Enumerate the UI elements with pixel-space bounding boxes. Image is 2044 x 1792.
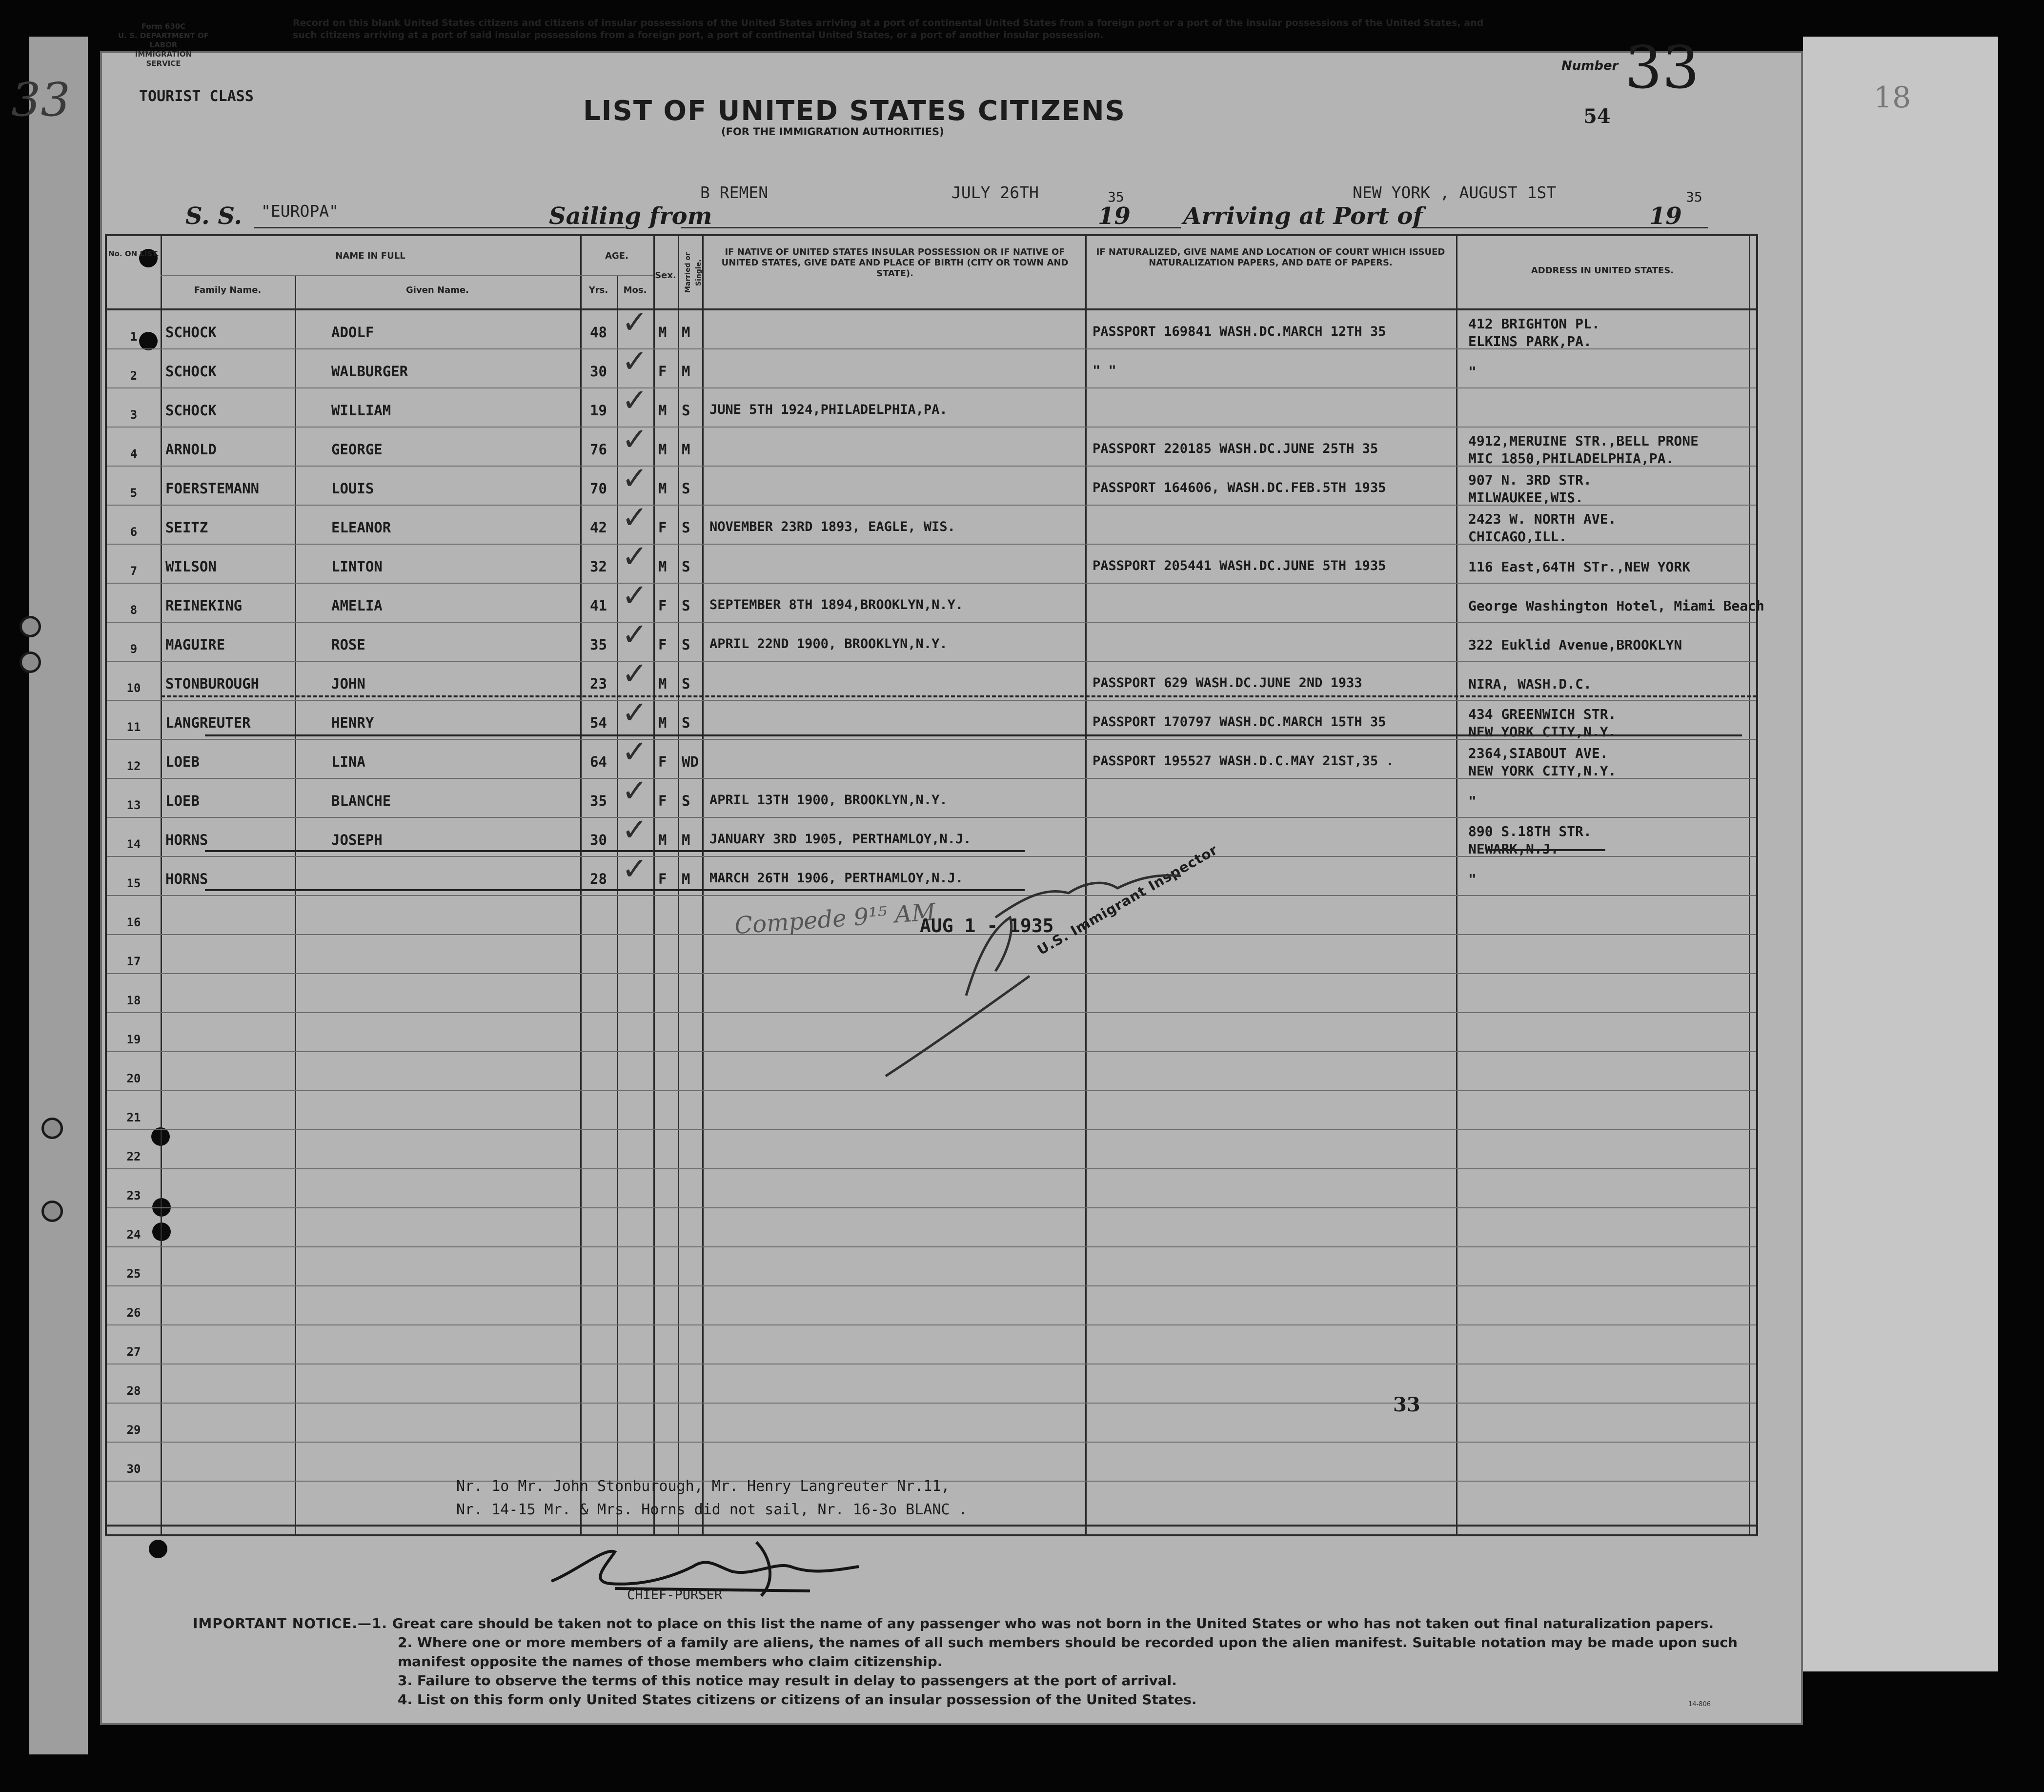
row-number: 15 bbox=[126, 876, 141, 890]
adjacent-page bbox=[1803, 37, 1998, 1671]
check-mark-icon: ✓ bbox=[622, 539, 648, 575]
address-line-2: NEWARK,N.J. bbox=[1468, 841, 1559, 857]
address-line-1: 4912,MERUINE STR.,BELL PRONE bbox=[1468, 433, 1699, 449]
age-years: 35 bbox=[590, 636, 607, 653]
row-number: 17 bbox=[126, 955, 141, 968]
address-line-2: NEW YORK CITY,N.Y. bbox=[1468, 763, 1617, 779]
check-mark-icon: ✓ bbox=[622, 383, 648, 419]
check-mark-icon: ✓ bbox=[622, 734, 648, 770]
row-number: 21 bbox=[126, 1111, 141, 1124]
address-line-1: 116 East,64TH STr.,NEW YORK bbox=[1468, 559, 1691, 575]
address-line-1: 322 Euklid Avenue,BROOKLYN bbox=[1468, 637, 1682, 653]
row-number: 10 bbox=[126, 681, 141, 695]
binder-ring bbox=[41, 1118, 63, 1139]
row-divider bbox=[107, 387, 1756, 388]
col-divider bbox=[653, 236, 655, 1534]
row-number: 8 bbox=[130, 603, 138, 617]
notice-item-1 bbox=[193, 1614, 1769, 1633]
col-header-native: IF NATIVE OF UNITED STATES INSULAR POSSESSION OR IF NATIVE OF UNITED STATES, GIVE DATE AND PLACE OF BIRTH (CITY OR TOWN AND STATE). bbox=[721, 247, 1069, 279]
row-number: 11 bbox=[126, 720, 141, 734]
row-divider bbox=[107, 1246, 1756, 1247]
age-years: 54 bbox=[590, 714, 607, 731]
binding-edge bbox=[29, 37, 88, 1754]
given-name: WILLIAM bbox=[331, 402, 391, 419]
row-divider bbox=[107, 817, 1756, 818]
family-name: REINEKING bbox=[165, 597, 243, 614]
age-years: 42 bbox=[590, 519, 607, 536]
check-mark-icon: ✓ bbox=[622, 617, 648, 653]
sex: F bbox=[658, 753, 667, 770]
row-number: 28 bbox=[126, 1384, 141, 1398]
check-mark-icon: ✓ bbox=[622, 500, 648, 536]
row-divider bbox=[107, 1090, 1756, 1091]
footnote-line-2: Nr. 14-15 Mr. & Mrs. Horns did not sail, Nr. 16-3o BLANC . bbox=[456, 1501, 968, 1518]
naturalization-info: PASSPORT 170797 WASH.DC.MARCH 15TH 35 bbox=[1093, 714, 1386, 730]
given-name: LINA bbox=[331, 753, 365, 770]
strike-addr-14 bbox=[1488, 849, 1605, 851]
age-years: 35 bbox=[590, 793, 607, 809]
family-name: MAGUIRE bbox=[165, 636, 225, 653]
inspector-stamp: U.S. Immigrant Inspector bbox=[1034, 841, 1221, 958]
marital-status: S bbox=[682, 402, 690, 419]
col-divider bbox=[1749, 236, 1750, 1534]
marital-status: M bbox=[682, 324, 690, 341]
family-name: LANGREUTER bbox=[165, 714, 251, 731]
age-years: 64 bbox=[590, 753, 607, 770]
strike-row-14 bbox=[205, 850, 1025, 852]
marital-status: S bbox=[682, 793, 690, 809]
address-line-2: CHICAGO,ILL. bbox=[1468, 529, 1567, 545]
row-divider bbox=[107, 1442, 1756, 1443]
completed-note: Compede 9¹⁵ AM bbox=[733, 898, 937, 940]
number-label: Number bbox=[1561, 59, 1619, 73]
check-mark-icon: ✓ bbox=[622, 422, 648, 458]
ss-label: S. S. bbox=[185, 203, 243, 230]
row-divider bbox=[107, 1324, 1756, 1325]
given-name: JOHN bbox=[331, 675, 365, 692]
given-name: JOSEPH bbox=[331, 832, 383, 848]
family-name: HORNS bbox=[165, 832, 208, 848]
notice-item-2: 2. Where one or more members of a family are aliens, the names of all such members should be recorded upon the alien manifest. Suitable notation may be made upon such manifest opposite the names of those members who claim citizenship. bbox=[398, 1634, 1738, 1670]
address-line-1: 434 GREENWICH STR. bbox=[1468, 706, 1617, 722]
col-header-naturalized: IF NATURALIZED, GIVE NAME AND LOCATION OF COURT WHICH ISSUED NATURALIZATION PAPERS, AND DATE OF PAPERS. bbox=[1096, 247, 1445, 268]
notice-text-1: Great care should be taken not to place on this list the name of any passenger who was not born in the United States or who has not taken out final naturalization papers. bbox=[392, 1615, 1714, 1631]
col-header-mos: Mos. bbox=[623, 285, 647, 295]
marital-status: S bbox=[682, 480, 690, 497]
header-divider bbox=[161, 275, 653, 276]
given-name: ROSE bbox=[331, 636, 365, 653]
side-page-number: 18 bbox=[1874, 81, 1911, 115]
col-header-age: AGE. bbox=[605, 251, 628, 261]
binder-ring bbox=[41, 1201, 63, 1222]
col-divider bbox=[295, 275, 296, 1534]
family-name: SCHOCK bbox=[165, 363, 217, 380]
sex: M bbox=[658, 324, 667, 341]
arriving-label: Arriving at Port of bbox=[1183, 203, 1423, 230]
row-divider bbox=[107, 1168, 1756, 1169]
row-number: 18 bbox=[126, 994, 141, 1007]
marital-status: M bbox=[682, 441, 690, 458]
departure-port: B REMEN bbox=[700, 183, 769, 202]
row-number: 7 bbox=[130, 564, 138, 578]
voyage-line bbox=[83, 183, 1713, 237]
row-divider bbox=[107, 583, 1756, 584]
family-name: ARNOLD bbox=[165, 441, 217, 458]
page-subtitle: (FOR THE IMMIGRATION AUTHORITIES) bbox=[721, 126, 944, 138]
naturalization-info: PASSPORT 164606, WASH.DC.FEB.5TH 1935 bbox=[1093, 480, 1386, 495]
footer-code: 14-806 bbox=[1688, 1701, 1711, 1708]
col-header-name: NAME IN FULL bbox=[335, 251, 405, 261]
row-divider bbox=[107, 1207, 1756, 1208]
birth-info: SEPTEMBER 8TH 1894,BROOKLYN,N.Y. bbox=[709, 597, 964, 612]
inspector-signature bbox=[883, 874, 1195, 1088]
col-header-no: No. ON LIST. bbox=[108, 249, 159, 258]
given-name: LOUIS bbox=[331, 480, 374, 497]
age-years: 70 bbox=[590, 480, 607, 497]
birth-info: JANUARY 3RD 1905, PERTHAMLOY,N.J. bbox=[709, 832, 971, 847]
col-header-married: Married or Single. bbox=[684, 252, 703, 293]
row-number: 1 bbox=[130, 330, 138, 344]
row-number: 9 bbox=[130, 642, 138, 656]
check-mark-icon: ✓ bbox=[622, 344, 648, 380]
row-number: 3 bbox=[130, 408, 138, 422]
row-number: 25 bbox=[126, 1267, 141, 1281]
row-number: 24 bbox=[126, 1228, 141, 1242]
col-divider bbox=[617, 275, 618, 1534]
col-divider bbox=[678, 236, 679, 1534]
address-line-1: NIRA, WASH.D.C. bbox=[1468, 676, 1592, 692]
row-number: 13 bbox=[126, 798, 141, 812]
address-line-1: 907 N. 3RD STR. bbox=[1468, 472, 1592, 488]
age-years: 23 bbox=[590, 675, 607, 692]
stamped-number: 54 bbox=[1583, 105, 1611, 128]
strike-row-10 bbox=[161, 695, 1757, 697]
check-mark-icon: ✓ bbox=[622, 656, 648, 692]
row-number: 19 bbox=[126, 1033, 141, 1046]
family-name: STONBUROUGH bbox=[165, 675, 260, 692]
age-years: 48 bbox=[590, 324, 607, 341]
address-line-1: " bbox=[1468, 793, 1477, 809]
col-divider bbox=[1456, 236, 1457, 1534]
marital-status: M bbox=[682, 832, 690, 848]
check-mark-icon: ✓ bbox=[622, 695, 648, 731]
address-line-2: ELKINS PARK,PA. bbox=[1468, 333, 1592, 349]
family-name: HORNS bbox=[165, 871, 208, 887]
family-name: LOEB bbox=[165, 793, 200, 809]
birth-info: JUNE 5TH 1924,PHILADELPHIA,PA. bbox=[709, 402, 948, 417]
address-line-1: 2364,SIABOUT AVE. bbox=[1468, 745, 1608, 761]
given-name: WALBURGER bbox=[331, 363, 408, 380]
handwritten-page-mark: 33 bbox=[11, 73, 70, 127]
port-underline bbox=[681, 227, 1169, 228]
row-number: 22 bbox=[126, 1150, 141, 1163]
year-prefix: 19 bbox=[1098, 203, 1131, 230]
given-name: LINTON bbox=[331, 558, 383, 575]
row-divider bbox=[107, 661, 1756, 662]
sex: F bbox=[658, 793, 667, 809]
binder-ring bbox=[20, 652, 41, 673]
birth-info: MARCH 26TH 1906, PERTHAMLOY,N.J. bbox=[709, 871, 964, 886]
row-divider bbox=[107, 1285, 1756, 1286]
purser-label: CHIEF-PURSER bbox=[627, 1588, 723, 1603]
birth-info: APRIL 13TH 1900, BROOKLYN,N.Y. bbox=[709, 793, 948, 808]
row-divider bbox=[107, 622, 1756, 623]
family-name: SCHOCK bbox=[165, 324, 217, 341]
age-years: 30 bbox=[590, 363, 607, 380]
address-line-1: " bbox=[1468, 364, 1477, 380]
family-name: SEITZ bbox=[165, 519, 208, 536]
row-number: 26 bbox=[126, 1306, 141, 1320]
row-number: 16 bbox=[126, 916, 141, 929]
age-years: 41 bbox=[590, 597, 607, 614]
binder-ring bbox=[20, 616, 41, 637]
naturalization-info: PASSPORT 220185 WASH.DC.JUNE 25TH 35 bbox=[1093, 441, 1378, 456]
col-header-yrs: Yrs. bbox=[588, 285, 608, 295]
col-divider bbox=[580, 236, 582, 1534]
row-number: 12 bbox=[126, 759, 141, 773]
check-mark-icon: ✓ bbox=[622, 305, 648, 341]
row-divider bbox=[107, 427, 1756, 428]
col-header-address: ADDRESS IN UNITED STATES. bbox=[1531, 265, 1674, 276]
col-header-given: Given Name. bbox=[406, 285, 469, 295]
notice-item-4: 4. List on this form only United States citizens or citizens of an insular possession of the United States. bbox=[398, 1691, 1197, 1708]
arrival-port-date: NEW YORK , AUGUST 1ST bbox=[1353, 183, 1557, 202]
row-number: 4 bbox=[130, 447, 138, 461]
row-divider bbox=[107, 700, 1756, 701]
marital-status: S bbox=[682, 558, 690, 575]
arrival-date-stamp: AUG 1 - 1935 bbox=[920, 915, 1054, 937]
family-name: LOEB bbox=[165, 753, 200, 770]
year-underline bbox=[1127, 227, 1181, 228]
sex: M bbox=[658, 675, 667, 692]
given-name: HENRY bbox=[331, 714, 374, 731]
page-number-stamp: 33 bbox=[1393, 1393, 1420, 1416]
address-line-2: MILWAUKEE,WIS. bbox=[1468, 489, 1584, 506]
age-years: 19 bbox=[590, 402, 607, 419]
sex: F bbox=[658, 363, 667, 380]
address-line-1: 412 BRIGHTON PL. bbox=[1468, 316, 1600, 332]
naturalization-info: PASSPORT 629 WASH.DC.JUNE 2ND 1933 bbox=[1093, 675, 1362, 691]
row-number: 27 bbox=[126, 1345, 141, 1359]
sex: M bbox=[658, 402, 667, 419]
footnote-line-1: Nr. 1o Mr. John Stonburough, Mr. Henry Langreuter Nr.11, bbox=[456, 1478, 950, 1495]
footnote bbox=[456, 1475, 968, 1522]
col-divider bbox=[702, 236, 704, 1534]
age-years: 32 bbox=[590, 558, 607, 575]
address-line-2: NEW YORK CITY,N.Y. bbox=[1468, 724, 1617, 740]
birth-info: NOVEMBER 23RD 1893, EAGLE, WIS. bbox=[709, 519, 955, 534]
family-name: WILSON bbox=[165, 558, 217, 575]
address-line-1: 2423 W. NORTH AVE. bbox=[1468, 511, 1617, 527]
address-line-1: 890 S.18TH STR. bbox=[1468, 823, 1592, 839]
sex: F bbox=[658, 519, 667, 536]
sex: M bbox=[658, 832, 667, 848]
arrival-year-prefix: 19 bbox=[1649, 203, 1682, 230]
arrival-year-underline bbox=[1679, 227, 1708, 228]
sex: F bbox=[658, 636, 667, 653]
table-bottom bbox=[107, 1525, 1756, 1527]
address-line-2: MIC 1850,PHILADELPHIA,PA. bbox=[1468, 450, 1674, 467]
row-number: 20 bbox=[126, 1072, 141, 1085]
sailing-date: JULY 26TH bbox=[951, 183, 1039, 202]
check-mark-icon: ✓ bbox=[622, 773, 648, 809]
naturalization-info: PASSPORT 169841 WASH.DC.MARCH 12TH 35 bbox=[1093, 324, 1386, 339]
address-line-1: George Washington Hotel, Miami Beach bbox=[1468, 598, 1764, 614]
arrival-year: 35 bbox=[1686, 189, 1702, 205]
marital-status: S bbox=[682, 636, 690, 653]
header-bottom bbox=[107, 308, 1756, 310]
row-divider bbox=[107, 1129, 1756, 1130]
marital-status: S bbox=[682, 675, 690, 692]
col-header-sex: Sex. bbox=[655, 270, 676, 281]
class-label: TOURIST CLASS bbox=[139, 88, 254, 105]
row-number: 6 bbox=[130, 525, 138, 539]
row-number: 14 bbox=[126, 837, 141, 851]
row-number: 29 bbox=[126, 1423, 141, 1437]
col-header-family: Family Name. bbox=[194, 285, 262, 295]
check-mark-icon: ✓ bbox=[622, 812, 648, 848]
sex: M bbox=[658, 558, 667, 575]
row-divider bbox=[107, 1403, 1756, 1404]
row-number: 2 bbox=[130, 369, 138, 383]
check-mark-icon: ✓ bbox=[622, 461, 648, 497]
row-number: 30 bbox=[126, 1462, 141, 1476]
sailing-label: Sailing from bbox=[549, 203, 712, 230]
given-name: ELEANOR bbox=[331, 519, 391, 536]
form-instruction: Record on this blank United States citizens and citizens of insular possessions of the United States arriving at a port of continental United States from a foreign port or a port of the insular possessions of the United States, and such citizens arriving at a port of said insular possessions from a foreign port, a port of continental United States, or a port of another insular possession. bbox=[293, 18, 1484, 41]
punch-hole bbox=[149, 1540, 167, 1558]
age-years: 76 bbox=[590, 441, 607, 458]
col-divider bbox=[161, 236, 162, 1534]
given-name: AMELIA bbox=[331, 597, 383, 614]
sex: M bbox=[658, 441, 667, 458]
row-number: 5 bbox=[130, 486, 138, 500]
notice-item-3: 3. Failure to observe the terms of this notice may result in delay to passengers at the port of arrival. bbox=[398, 1672, 1177, 1689]
marital-status: S bbox=[682, 714, 690, 731]
form-identifier bbox=[117, 22, 210, 68]
ship-name: "EUROPA" bbox=[261, 202, 339, 221]
address-line-1: " bbox=[1468, 871, 1477, 887]
age-years: 30 bbox=[590, 832, 607, 848]
marital-status: S bbox=[682, 519, 690, 536]
family-name: FOERSTEMANN bbox=[165, 480, 260, 497]
marital-status: S bbox=[682, 597, 690, 614]
sex: M bbox=[658, 480, 667, 497]
sailing-year: 35 bbox=[1108, 189, 1124, 205]
given-name: ADOLF bbox=[331, 324, 374, 341]
family-name: SCHOCK bbox=[165, 402, 217, 419]
naturalization-info: PASSPORT 195527 WASH.D.C.MAY 21ST,35 . bbox=[1093, 753, 1394, 769]
check-mark-icon: ✓ bbox=[622, 851, 648, 887]
page-title: LIST OF UNITED STATES CITIZENS bbox=[583, 95, 1126, 127]
list-number: 33 bbox=[1625, 34, 1700, 102]
important-notice bbox=[193, 1614, 1769, 1709]
form-number: Form 630C bbox=[141, 22, 186, 31]
strike-row-11 bbox=[205, 734, 1742, 736]
marital-status: M bbox=[682, 363, 690, 380]
given-name: BLANCHE bbox=[331, 793, 391, 809]
age-years: 28 bbox=[590, 871, 607, 887]
sex: F bbox=[658, 597, 667, 614]
department: U. S. DEPARTMENT OF LABOR bbox=[118, 31, 209, 49]
notice-lead: IMPORTANT NOTICE.—1. bbox=[193, 1615, 387, 1631]
check-mark-icon: ✓ bbox=[622, 578, 648, 614]
naturalization-info: " " bbox=[1093, 363, 1116, 378]
row-number: 23 bbox=[126, 1189, 141, 1202]
naturalization-info: PASSPORT 205441 WASH.DC.JUNE 5TH 1935 bbox=[1093, 558, 1386, 573]
given-name: GEORGE bbox=[331, 441, 383, 458]
service: IMMIGRATION SERVICE bbox=[135, 50, 192, 68]
sex: F bbox=[658, 871, 667, 887]
birth-info: APRIL 22ND 1900, BROOKLYN,N.Y. bbox=[709, 636, 948, 652]
marital-status: WD bbox=[682, 753, 699, 770]
marital-status: M bbox=[682, 871, 690, 887]
sex: M bbox=[658, 714, 667, 731]
